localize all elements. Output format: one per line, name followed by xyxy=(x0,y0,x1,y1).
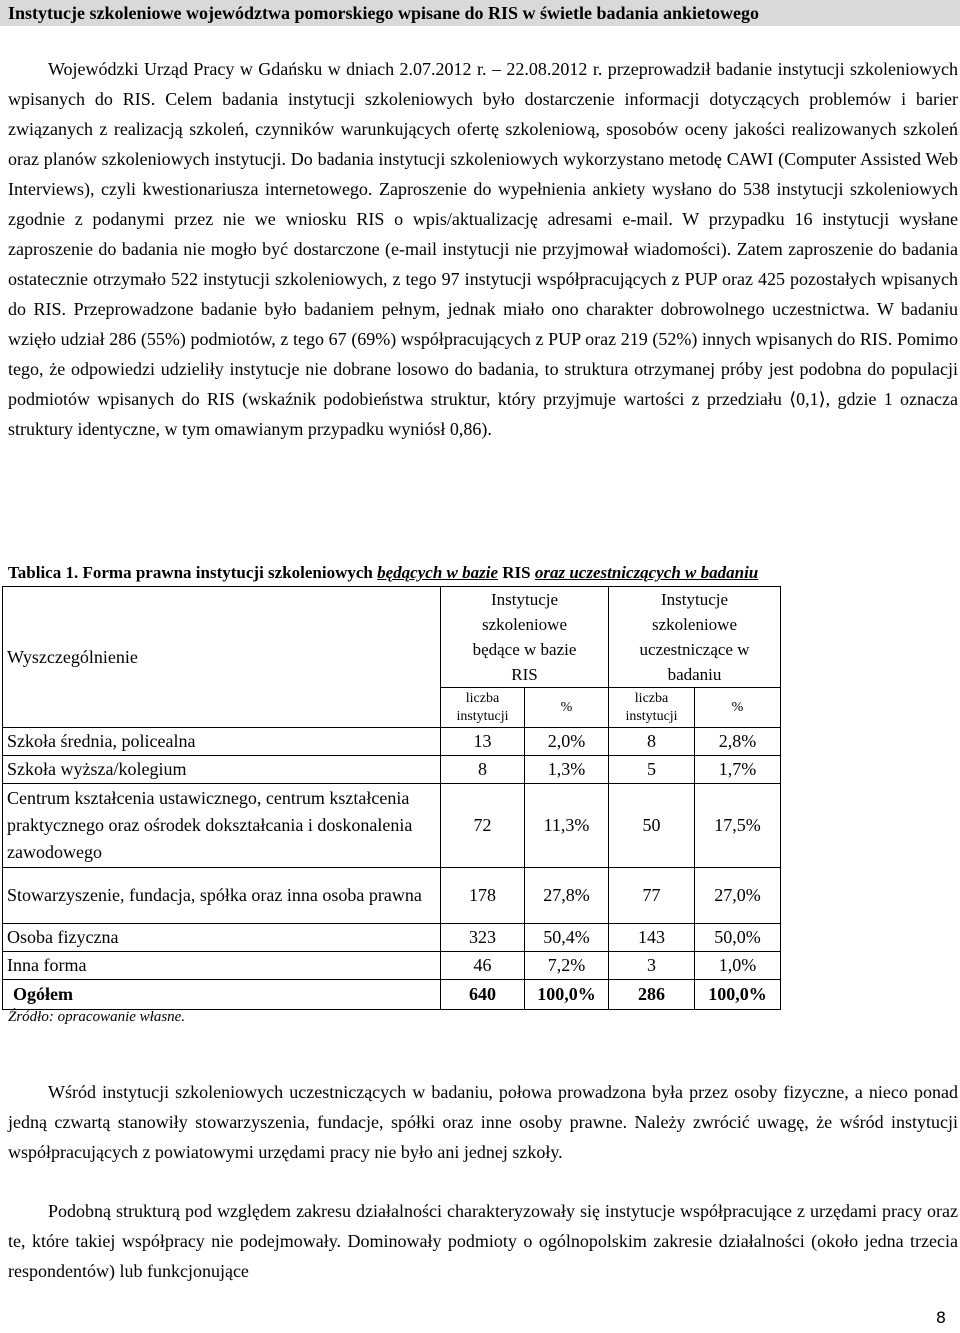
caption-prefix: Tablica 1. Forma prawna instytucji szkoleniowych xyxy=(8,563,378,582)
row-count-ris: 13 xyxy=(441,728,525,756)
row-label: Szkoła wyższa/kolegium xyxy=(3,756,441,784)
row-pct-ris: 50,4% xyxy=(525,924,609,952)
row-count-survey: 5 xyxy=(609,756,695,784)
row-label: Centrum kształcenia ustawicznego, centrum kształcenia praktycznego oraz ośrodek dokształcania i doskonalenia zawodowego xyxy=(3,784,441,868)
row-count-survey: 8 xyxy=(609,728,695,756)
row-pct-survey: 1,0% xyxy=(695,952,781,980)
row-pct-survey: 2,8% xyxy=(695,728,781,756)
row-pct-ris: 11,3% xyxy=(525,784,609,868)
total-count-ris: 640 xyxy=(441,980,525,1010)
row-count-survey: 50 xyxy=(609,784,695,868)
page-number: 8 xyxy=(935,1308,946,1327)
subheader-count-2: liczba instytucji xyxy=(609,688,695,728)
row-label: Stowarzyszenie, fundacja, spółka oraz inna osoba prawna xyxy=(3,868,441,924)
total-pct-survey: 100,0% xyxy=(695,980,781,1010)
subheader-count-1: liczba instytucji xyxy=(441,688,525,728)
row-label: Inna forma xyxy=(3,952,441,980)
table-total-row xyxy=(3,980,781,1010)
subheader-pct-1: % xyxy=(525,688,609,728)
total-label: Ogółem xyxy=(3,980,441,1010)
row-pct-ris: 7,2% xyxy=(525,952,609,980)
row-count-survey: 143 xyxy=(609,924,695,952)
row-count-ris: 8 xyxy=(441,756,525,784)
row-count-survey: 3 xyxy=(609,952,695,980)
section-title: Instytucje szkoleniowe województwa pomorskiego wpisane do RIS w świetle badania ankietowego xyxy=(0,0,960,26)
header-group-survey: Instytucje szkoleniowe uczestniczące w badaniu xyxy=(609,587,781,688)
row-pct-survey: 17,5% xyxy=(695,784,781,868)
row-pct-ris: 2,0% xyxy=(525,728,609,756)
row-pct-survey: 1,7% xyxy=(695,756,781,784)
legal-form-table xyxy=(2,586,781,1010)
row-count-ris: 72 xyxy=(441,784,525,868)
table-row xyxy=(3,728,781,756)
subheader-pct-2: % xyxy=(695,688,781,728)
table-caption xyxy=(8,563,758,583)
row-pct-ris: 1,3% xyxy=(525,756,609,784)
caption-mid: RIS xyxy=(498,563,535,582)
header-group-ris: Instytucje szkoleniowe będące w bazie RIS xyxy=(441,587,609,688)
row-count-ris: 323 xyxy=(441,924,525,952)
table-row xyxy=(3,952,781,980)
row-count-ris: 46 xyxy=(441,952,525,980)
row-pct-ris: 27,8% xyxy=(525,868,609,924)
header-wyszczegolnienie: Wyszczególnienie xyxy=(3,587,441,728)
caption-em1: będących w bazie xyxy=(377,563,498,582)
row-label: Szkoła średnia, policealna xyxy=(3,728,441,756)
table-row xyxy=(3,756,781,784)
table-source: Źródło: opracowanie własne. xyxy=(8,1009,186,1025)
row-pct-survey: 27,0% xyxy=(695,868,781,924)
table-row xyxy=(3,924,781,952)
table-row xyxy=(3,868,781,924)
row-pct-survey: 50,0% xyxy=(695,924,781,952)
paragraph-scope: Podobną strukturą pod względem zakresu działalności charakteryzowały się instytucje współpracujące z urzędami pracy oraz te, które takiej współpracy nie podejmowały. Dominowały podmioty o ogólnopolskim zakresie działalności (około jedna trzecia respondentów) lub funkcjonujące xyxy=(8,1201,958,1281)
caption-em2: oraz uczestniczących w badaniu xyxy=(534,563,759,582)
row-count-ris: 178 xyxy=(441,868,525,924)
row-label: Osoba fizyczna xyxy=(3,924,441,952)
intro-paragraph: Wojewódzki Urząd Pracy w Gdańsku w dniach 2.07.2012 r. – 22.08.2012 r. przeprowadził badanie instytucji szkoleniowych wpisanych do RIS. Celem badania instytucji szkoleniowych było dostarczenie informacji dotyczących problemów i barier związanych z realizacją szkoleń, czynników warunkujących ofertę szkoleniową, sposobów oceny jakości realizowanych szkoleń oraz planów szkoleniowych instytucji. Do badania instytucji szkoleniowych wykorzystano metodę CAWI (Computer Assisted Web Interviews), czyli kwestionariusza internetowego. Zaproszenie do wypełnienia ankiety wysłano do 538 instytucji szkoleniowych zgodnie z podanymi przez nie we wniosku RIS o wpis/aktualizację adresami e-mail. W przypadku 16 instytucji wysłane zaproszenie do badania nie mogło być dostarczone (e-mail instytucji nie przyjmował wiadomości). Zatem zaproszenie do badania ostatecznie otrzymało 522 instytucji szkoleniowych, z tego 97 instytucji współpracujących z PUP oraz 425 pozostałych wpisanych do RIS. Przeprowadzone badanie było badaniem pełnym, jednak miało ono charakter dobrowolnego uczestnictwa. W badaniu wzięło udział 286 (55%) podmiotów, z tego 67 (69%) współpracujących z PUP oraz 219 (52%) innych wpisanych do RIS. Pomimo tego, że odpowiedzi udzieliły instytucje nie dobrane losowo do badania, to struktura otrzymanej próby jest podobna do populacji podmiotów wpisanych do RIS (wskaźnik podobieństwa struktur, który przyjmuje wartości z przedziału ⟨0,1⟩, gdzie 1 oznacza struktury identyczne, w tym omawianym przypadku wyniósł 0,86). xyxy=(8,59,958,439)
paragraph-legal-form: Wśród instytucji szkoleniowych uczestniczących w badaniu, połowa prowadzona była przez osoby fizyczne, a nieco ponad jedną czwartą stanowiły stowarzyszenia, fundacje, spółki oraz inne osoby prawne. Należy zwrócić uwagę, że wśród instytucji współpracujących z powiatowymi urzędami pracy nie było ani jednej szkoły. xyxy=(8,1082,958,1162)
total-count-survey: 286 xyxy=(609,980,695,1010)
row-count-survey: 77 xyxy=(609,868,695,924)
total-pct-ris: 100,0% xyxy=(525,980,609,1010)
table-row xyxy=(3,784,781,868)
